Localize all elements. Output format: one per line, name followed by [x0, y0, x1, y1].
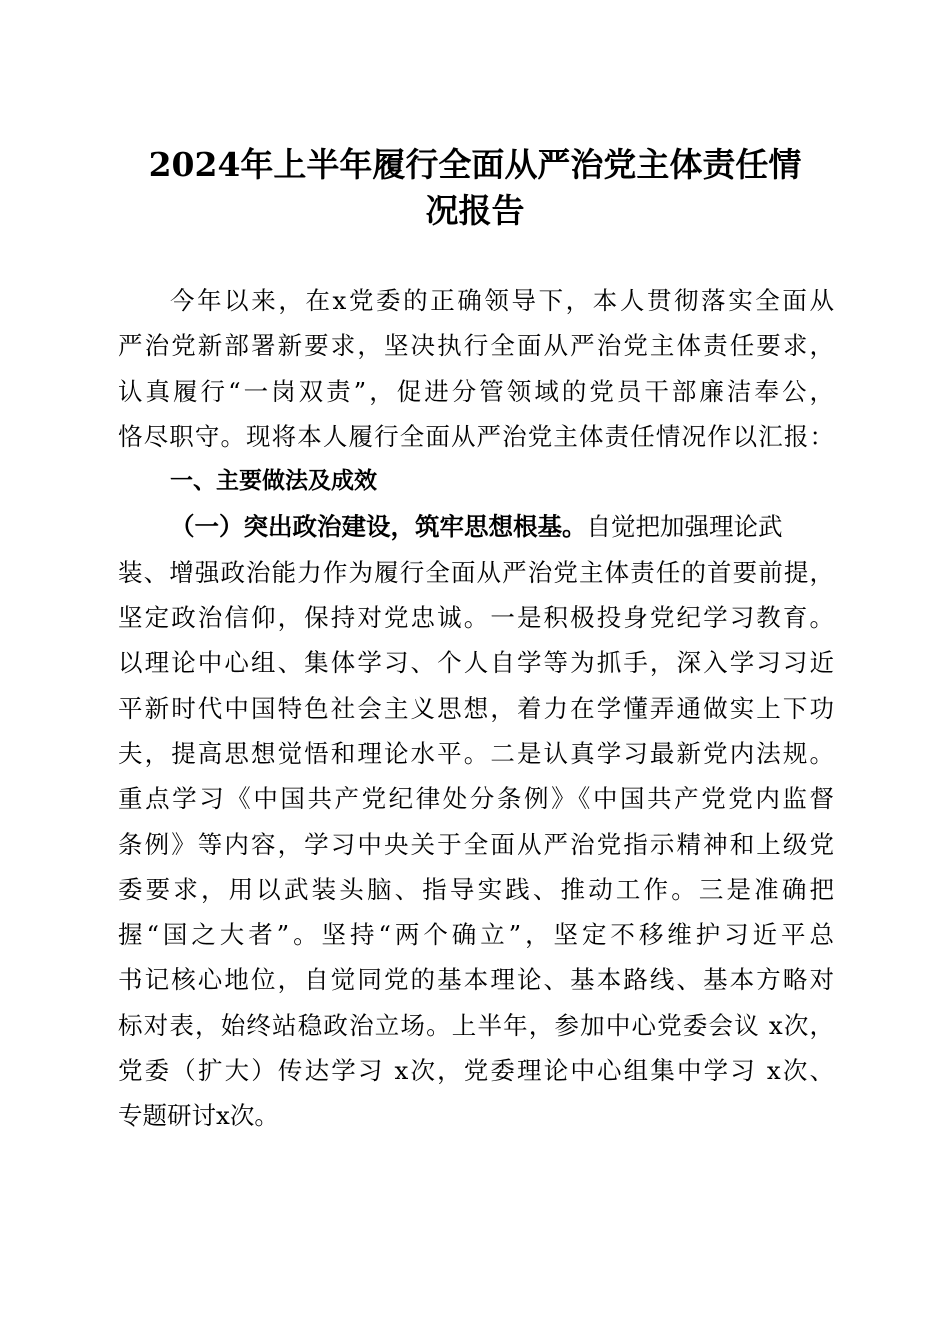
body-line: 装、增强政治能力作为履行全面从严治党主体责任的首要前提，	[118, 557, 834, 587]
body-line: 平新时代中国特色社会主义思想，着力在学懂弄通做实上下功	[118, 693, 834, 723]
body-line: 专题研讨x次。	[118, 1101, 279, 1131]
body-line: 委要求，用以武装头脑、指导实践、推动工作。三是准确把	[118, 874, 834, 904]
body-line: 以理论中心组、集体学习、个人自学等为抓手，深入学习习近	[118, 648, 834, 678]
document-title	[118, 142, 832, 234]
section-heading: 一、主要做法及成效	[170, 468, 377, 495]
document-body	[118, 278, 834, 1139]
body-line: 坚定政治信仰，保持对党忠诚。一是积极投身党纪学习教育。	[118, 603, 834, 633]
body-line: 握“国之大者”。坚持“两个确立”，坚定不移维护习近平总	[118, 920, 834, 950]
title-line: 况报告	[425, 191, 525, 230]
body-line: 书记核心地位，自觉同党的基本理论、基本路线、基本方略对	[118, 965, 834, 995]
body-line: 夫，提高思想觉悟和理论水平。二是认真学习最新党内法规。	[118, 738, 834, 768]
intro-line: 今年以来，在x党委的正确领导下，本人贯彻落实全面从	[170, 286, 834, 315]
body-line: 党委（扩大）传达学习 x次，党委理论中心组集中学习 x次、	[118, 1056, 834, 1086]
subsection-first-rest: 自觉把加强理论武	[586, 512, 783, 542]
body-line: 标对表，始终站稳政治立场。上半年，参加中心党委会议 x次，	[118, 1010, 834, 1040]
intro-line: 恪尽职守。现将本人履行全面从严治党主体责任情况作以汇报：	[118, 421, 834, 451]
intro-line: 严治党新部署新要求，坚决执行全面从严治党主体责任要求，	[118, 331, 834, 361]
title-line: 2024年上半年履行全面从严治党主体责任情	[148, 145, 802, 184]
subsection-first-line	[118, 504, 834, 549]
intro-line: 认真履行“一岗双责”，促进分管领域的党员干部廉洁奉公，	[118, 376, 834, 406]
body-line: 重点学习《中国共产党纪律处分条例》《中国共产党党内监督	[118, 784, 834, 814]
subsection-title: （一）突出政治建设，筑牢思想根基。	[170, 512, 587, 542]
body-line: 条例》等内容，学习中央关于全面从严治党指示精神和上级党	[118, 829, 834, 859]
